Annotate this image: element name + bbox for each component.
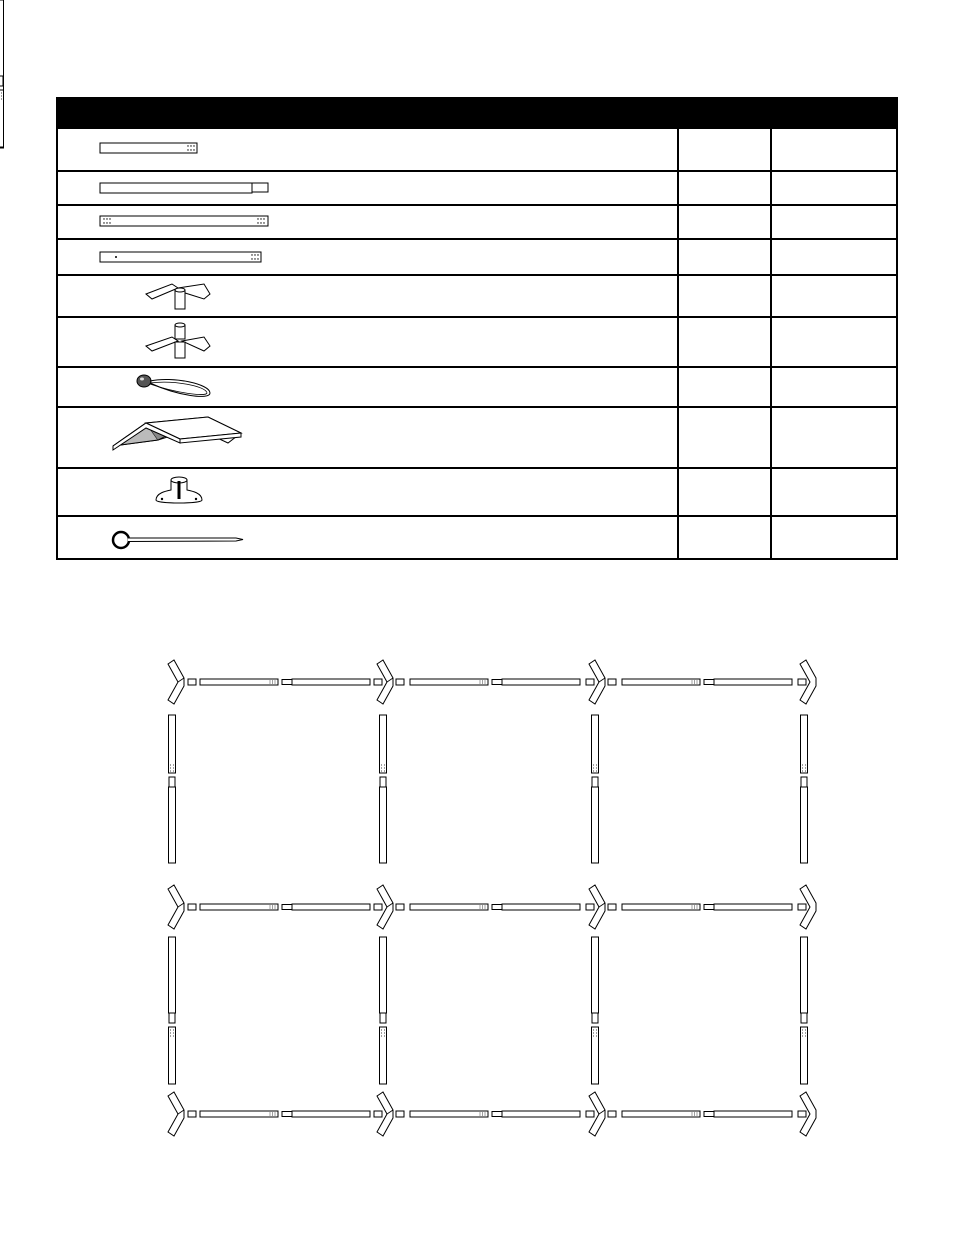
frame-b-top-rail (168, 885, 816, 929)
leg (169, 937, 176, 1084)
leg (380, 715, 387, 863)
frame-b-legs (0, 0, 4, 147)
leg (801, 937, 808, 1084)
leg (592, 715, 599, 863)
frame-a-top-rail (168, 660, 816, 704)
leg (592, 937, 599, 1084)
frame-a (0, 0, 816, 704)
leg (169, 715, 176, 863)
leg (380, 937, 387, 1084)
frame-b-bottom-rail (168, 1092, 816, 1136)
leg (801, 715, 808, 863)
